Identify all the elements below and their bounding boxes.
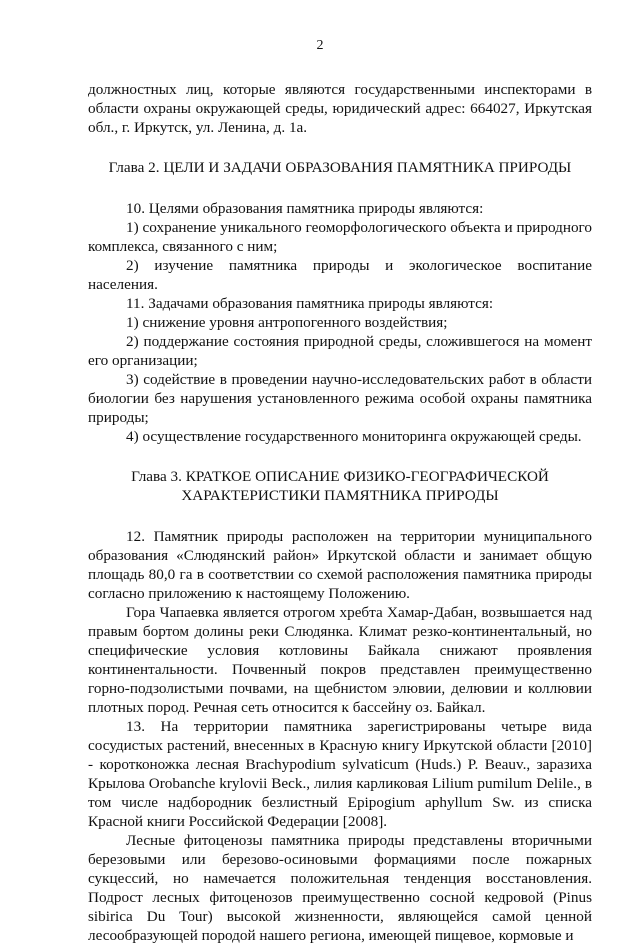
paragraph-10-item-2: 2) изучение памятника природы и экологическое воспитание населения. [88, 257, 592, 293]
paragraph-12: 12. Памятник природы расположен на территории муниципального образования «Слюдянский район» Иркутской области и занимает общую площадь 80,0 га в соответствии со схемой расположения памятника природы согласно приложению к настоящему Положению. [88, 528, 592, 602]
paragraph-13-description: Лесные фитоценозы памятника природы представлены вторичными березовыми или березово-осиновыми формациями после пожарных сукцессий, но намечается положительная тенденция восстановления. Подрост лесных фитоценозов преимущественно сосной кедровой (Pinus sibirica Du Tour) высокой жизненности, являющейся самой ценной лесообразующей породой нашего региона, имеющей пищевое, кормовые и [88, 832, 592, 944]
chapter-3-title-line-1: Глава 3. КРАТКОЕ ОПИСАНИЕ ФИЗИКО-ГЕОГРАФИЧЕСКОЙ [131, 468, 549, 485]
paragraph-11-item-4: 4) осуществление государственного мониторинга окружающей среды. [126, 428, 582, 445]
paragraph-11-item-3: 3) содействие в проведении научно-исследовательских работ в области биологии без нарушения установленного режима особой охраны памятника природы; [88, 371, 592, 426]
document-body [88, 80, 592, 945]
page-number: 2 [316, 38, 324, 53]
paragraph-11-item-1: 1) снижение уровня антропогенного воздействия; [126, 314, 448, 331]
paragraph-11: 11. Задачами образования памятника природы являются: [126, 295, 494, 312]
chapter-2-title: Глава 2. ЦЕЛИ И ЗАДАЧИ ОБРАЗОВАНИЯ ПАМЯТНИКА ПРИРОДЫ [108, 159, 572, 176]
chapter-3-title-line-2: ХАРАКТЕРИСТИКИ ПАМЯТНИКА ПРИРОДЫ [181, 487, 499, 504]
paragraph-12-description: Гора Чапаевка является отрогом хребта Хамар-Дабан, возвышается над правым бортом долины реки Слюдянка. Климат резко-континентальный, но специфические условия котловины Байкала снижают проявления континентальности. Почвенный покров представлен преимущественно горно-подзолистыми почвами, на щебнистом элювии, делювии и коллювии плотных пород. Речная сеть относится к бассейну оз. Байкал. [88, 604, 592, 716]
paragraph-10: 10. Целями образования памятника природы являются: [126, 200, 484, 217]
paragraph-10-item-1: 1) сохранение уникального геоморфологического объекта и природного комплекса, связанного с ним; [88, 219, 592, 255]
paragraph-intro: должностных лиц, которые являются государственными инспекторами в области охраны окружающей среды, юридический адрес: 664027, Иркутская обл., г. Иркутск, ул. Ленина, д. 1а. [88, 81, 592, 136]
chapter-3-title [88, 467, 592, 505]
paragraph-11-item-2: 2) поддержание состояния природной среды, сложившегося на момент его организации; [88, 333, 592, 369]
paragraph-13: 13. На территории памятника зарегистрированы четыре вида сосудистых растений, внесенных в Красную книгу Иркутской области [2010] - коротконожка лесная Brachypodium sylvaticum (Huds.) P. Beauv., заразиха Крылова Orobanche krylovii Beck., лилия карликовая Lilium pumilum Delile., в том числе надбородник безлистный Epipogium aphyllum Sw. из списка Красной книги Российской Федерации [2008]. [88, 718, 592, 830]
